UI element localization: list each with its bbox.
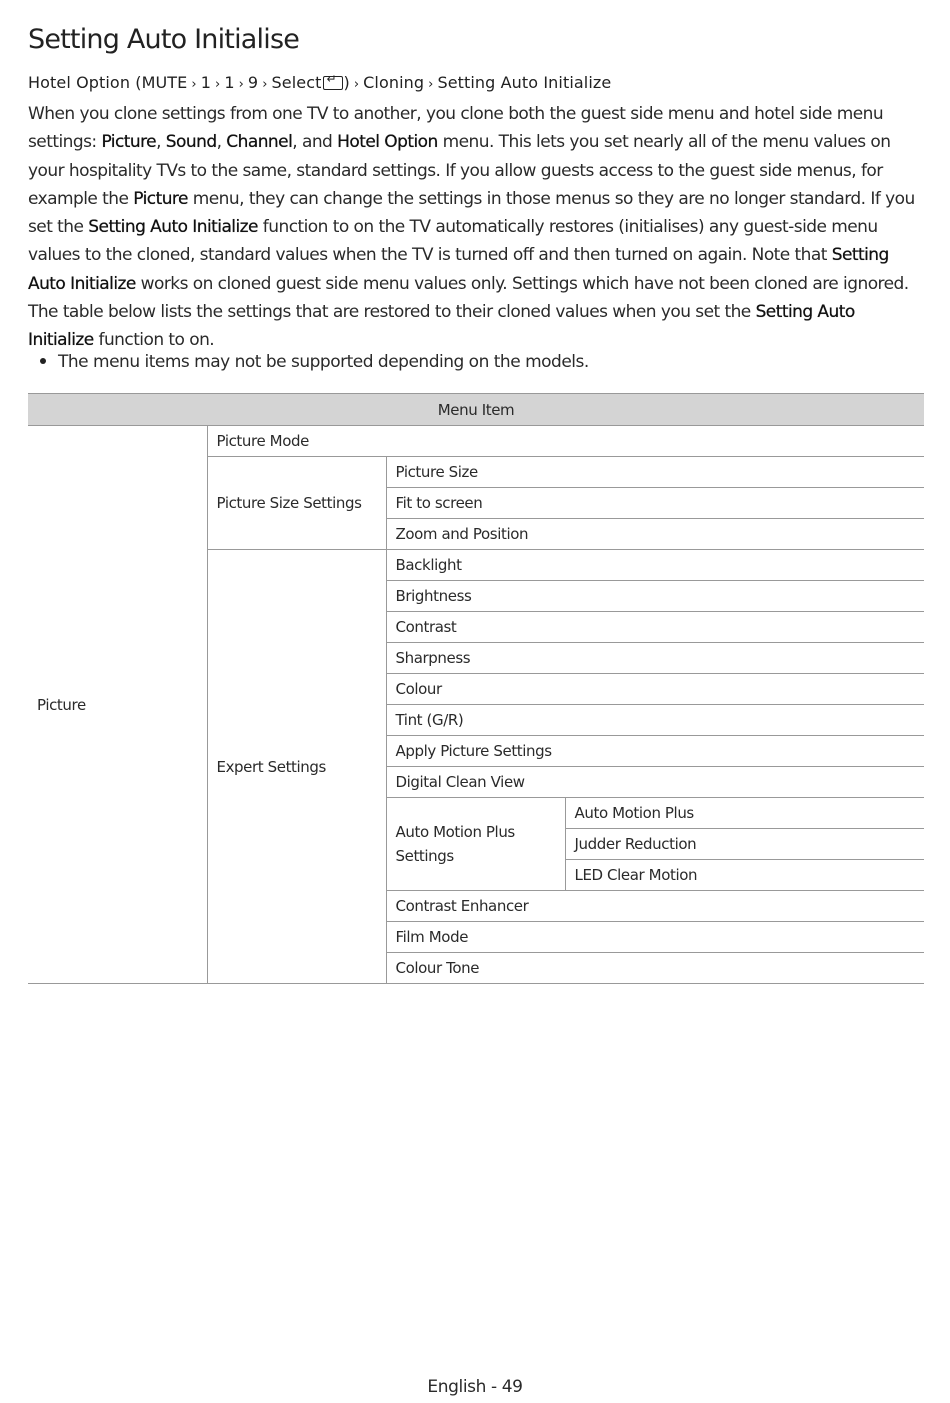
table-cell: Auto Motion Plus xyxy=(565,798,924,829)
table-cell: Contrast Enhancer xyxy=(386,891,924,922)
table-cell: Brightness xyxy=(386,581,924,612)
subgroup-label: Auto Motion Plus Settings xyxy=(395,823,515,865)
table-cell: Fit to screen xyxy=(386,488,924,519)
text-run: function to on the TV automatically restores (initialises) any guest-side menu values to the cloned, standard values when the TV is turned off and then turned on again. Note that xyxy=(28,217,878,266)
table-cell: Colour xyxy=(386,674,924,705)
path-step: 9 xyxy=(247,73,259,92)
path-separator: › xyxy=(191,77,197,92)
text-run: menu. This lets you set nearly all of the menu values on your hospitality TVs to the same, standard settings. If you allow guests access to the guest side menus, for example the xyxy=(28,132,891,209)
note-bullet xyxy=(40,352,589,372)
table-header: Menu Item xyxy=(28,394,924,426)
table-row xyxy=(28,426,924,457)
text-run: , xyxy=(156,132,166,153)
bold-term: Setting Auto Initialize xyxy=(28,245,889,294)
table-cell: Zoom and Position xyxy=(386,519,924,550)
note-text: The menu items may not be supported depending on the models. xyxy=(58,352,589,372)
subgroup-cell xyxy=(386,798,565,891)
group-cell: Picture Size Settings xyxy=(207,457,386,550)
text-run: When you clone settings from one TV to another, you clone both the guest side menu and hotel side menu settings: xyxy=(28,104,884,153)
table-cell: LED Clear Motion xyxy=(565,860,924,891)
table-cell: Apply Picture Settings xyxy=(386,736,924,767)
path-separator: › xyxy=(238,77,244,92)
text-run: works on cloned guest side menu values only. Settings which have not been cloned are ignored. xyxy=(135,273,909,294)
table-intro-paragraph xyxy=(28,298,924,355)
path-separator: › xyxy=(262,77,268,92)
text-run: menu, they can change the settings in those menus so they are no longer standard. If you set the xyxy=(28,188,915,238)
table-cell: Film Mode xyxy=(386,922,924,953)
page-title: Setting Auto Initialise xyxy=(28,24,300,55)
path-separator: › xyxy=(428,77,434,92)
body-text xyxy=(28,100,924,355)
path-separator: › xyxy=(353,77,360,92)
path-close: ) xyxy=(343,73,350,92)
bold-term: Picture xyxy=(101,132,157,153)
table-cell: Tint (G/R) xyxy=(386,705,924,736)
bullet-dot-icon xyxy=(40,358,46,364)
path-step: 1 xyxy=(224,73,235,92)
menu-path xyxy=(28,73,611,92)
table-cell: Digital Clean View xyxy=(386,767,924,798)
text-run: function to on. xyxy=(93,330,215,351)
table-cell: Judder Reduction xyxy=(565,829,924,860)
table-cell: Sharpness xyxy=(386,643,924,674)
path-step: 1 xyxy=(200,73,211,92)
path-cloning: Cloning xyxy=(363,73,425,92)
category-cell: Picture xyxy=(28,426,207,984)
table-cell: Contrast xyxy=(386,612,924,643)
group-cell: Expert Settings xyxy=(207,550,386,984)
table-cell: Picture Size xyxy=(386,457,924,488)
text-run: The table below lists the settings that are restored to their cloned values when you set the xyxy=(28,302,756,323)
path-end: Setting Auto Initialize xyxy=(437,73,612,92)
table-cell: Backlight xyxy=(386,550,924,581)
text-run: , and xyxy=(292,132,338,153)
page-footer: English - 49 xyxy=(427,1377,523,1397)
path-root: Hotel Option (MUTE xyxy=(28,73,188,92)
bold-term: Setting Auto Initialize xyxy=(88,217,258,238)
bold-term: Sound xyxy=(165,132,217,153)
bold-term: Hotel Option xyxy=(337,132,438,153)
path-separator: › xyxy=(215,77,221,92)
bold-term: Picture xyxy=(133,188,188,209)
intro-paragraph xyxy=(28,100,924,298)
table-cell: Colour Tone xyxy=(386,953,924,984)
table-header-row xyxy=(28,394,924,426)
table-cell: Picture Mode xyxy=(207,426,924,457)
path-step: Select xyxy=(271,73,322,92)
enter-key-icon xyxy=(323,76,343,90)
bold-term: Channel xyxy=(226,132,293,153)
text-run: , xyxy=(216,132,227,153)
menu-item-table xyxy=(28,393,924,984)
bold-term: Setting Auto Initialize xyxy=(28,302,855,351)
